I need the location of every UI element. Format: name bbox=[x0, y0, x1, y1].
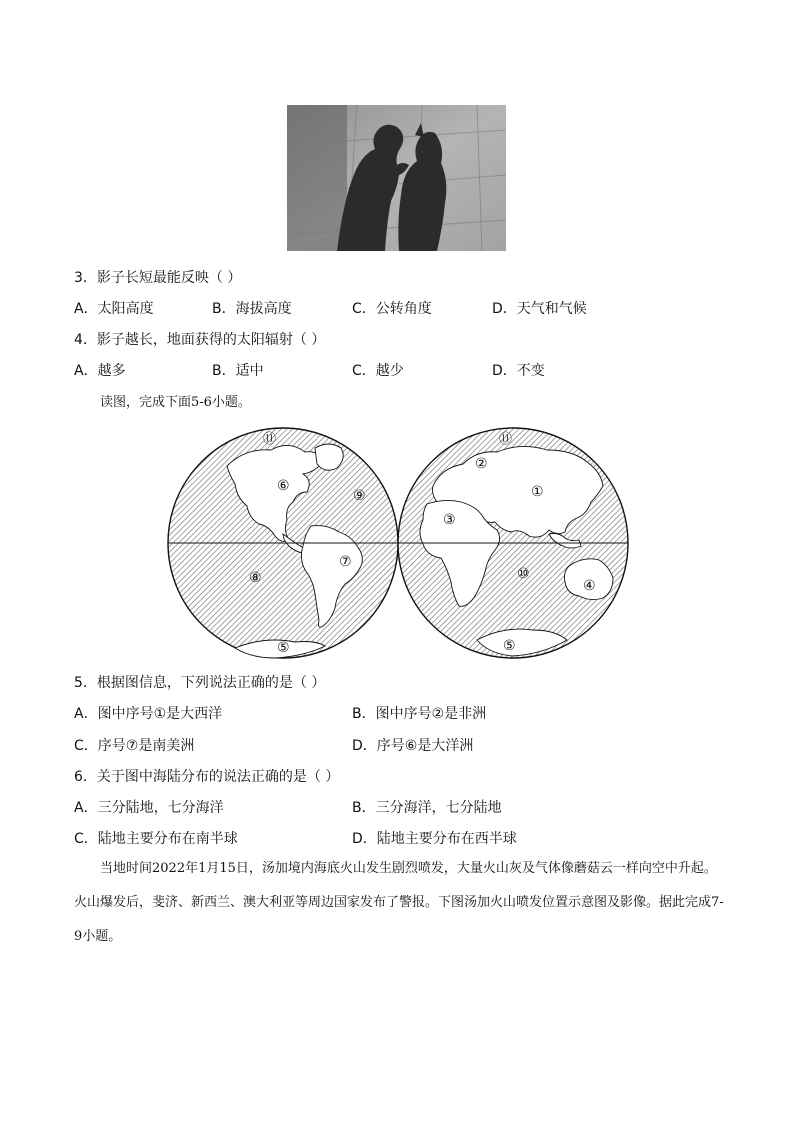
map-label-east-2: ② bbox=[475, 456, 488, 472]
q3-option-b[interactable]: B．海拔高度 bbox=[212, 301, 292, 317]
q3-stem: 3．影子长短最能反映（ ） bbox=[74, 270, 242, 286]
q4-option-a[interactable]: A．越多 bbox=[74, 363, 126, 379]
q4-stem: 4．影子越长，地面获得的太阳辐射（ ） bbox=[74, 332, 326, 348]
shadow-photo bbox=[287, 105, 506, 251]
q3-option-c[interactable]: C．公转角度 bbox=[352, 301, 432, 317]
q5-option-a[interactable]: A．图中序号①是大西洋 bbox=[74, 706, 223, 722]
map-label-east-3: ③ bbox=[443, 512, 456, 528]
q6-option-a[interactable]: A．三分陆地，七分海洋 bbox=[74, 800, 224, 816]
map-label-west-5: ⑤ bbox=[277, 640, 290, 656]
map-label-west-7: ⑦ bbox=[339, 554, 352, 570]
map-label-east-5: ⑤ bbox=[503, 638, 516, 654]
q5-stem: 5．根据图信息，下列说法正确的是（ ） bbox=[74, 675, 326, 691]
q4-option-b[interactable]: B．适中 bbox=[212, 363, 264, 379]
q4-option-d[interactable]: D．不变 bbox=[492, 363, 545, 379]
map-label-east-4: ④ bbox=[583, 578, 596, 594]
map-label-east-1: ① bbox=[531, 484, 544, 500]
intro-7-9-text: 当地时间2022年1月15日，汤加境内海底火山发生剧烈喷发，大量火山灰及气体像蘑菇云一样向空中升起。火山爆发后，斐济、新西兰、澳大利亚等周边国家发布了警报。下图汤加火山喷发位置示意图及影像。据此完成7-9小题。 bbox=[74, 861, 724, 944]
map-label-west-9: ⑨ bbox=[353, 488, 366, 504]
world-hemisphere-map bbox=[165, 426, 631, 662]
q6-option-d[interactable]: D．陆地主要分布在西半球 bbox=[352, 831, 517, 847]
q5-option-d[interactable]: D．序号⑥是大洋洲 bbox=[352, 738, 474, 754]
western-hemisphere bbox=[168, 428, 398, 658]
q3-option-a[interactable]: A．太阳高度 bbox=[74, 301, 154, 317]
intro-7-9 bbox=[74, 852, 724, 954]
map-label-east-11: ⑪ bbox=[499, 432, 513, 447]
map-label-west-6: ⑥ bbox=[277, 478, 290, 494]
intro-5-6: 读图，完成下面5-6小题。 bbox=[100, 395, 251, 410]
eastern-hemisphere bbox=[398, 428, 628, 658]
map-label-west-11: ⑪ bbox=[263, 432, 277, 447]
q3-option-d[interactable]: D．天气和气候 bbox=[492, 301, 587, 317]
map-label-west-8: ⑧ bbox=[249, 570, 262, 586]
q5-option-c[interactable]: C．序号⑦是南美洲 bbox=[74, 738, 195, 754]
q5-option-b[interactable]: B．图中序号②是非洲 bbox=[352, 706, 487, 722]
q6-option-c[interactable]: C．陆地主要分布在南半球 bbox=[74, 831, 238, 847]
q6-option-b[interactable]: B．三分海洋，七分陆地 bbox=[352, 800, 502, 816]
map-label-east-10: ⑩ bbox=[517, 566, 530, 582]
q4-option-c[interactable]: C．越少 bbox=[352, 363, 404, 379]
q6-stem: 6．关于图中海陆分布的说法正确的是（ ） bbox=[74, 769, 340, 785]
